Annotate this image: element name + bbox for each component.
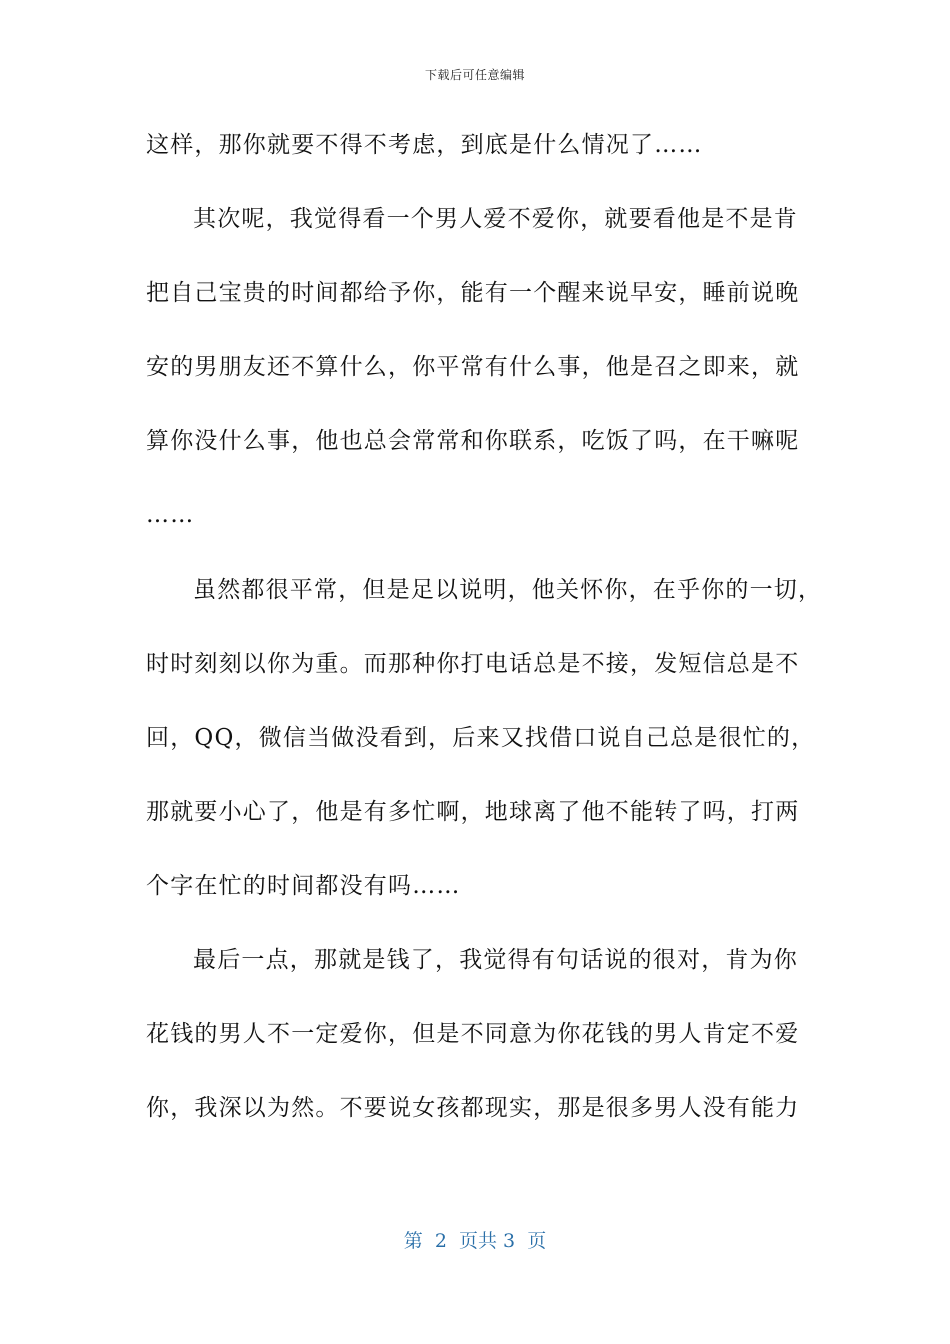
text-line: 把自己宝贵的时间都给予你，能有一个醒来说早安，睡前说晚 [146,280,800,307]
text-line: 个字在忙的时间都没有吗…… [146,872,461,899]
text-line: …… [146,502,195,529]
text-line: 那就要小心了，他是有多忙啊，地球离了他不能转了吗，打两 [146,798,800,825]
text-line: 你，我深以为然。不要说女孩都现实，那是很多男人没有能力 [146,1095,800,1122]
text-line: 花钱的男人不一定爱你，但是不同意为你花钱的男人肯定不爱 [146,1021,800,1048]
page-number-footer: 第 2 页共 3 页 [403,1230,547,1252]
text-line: 这样，那你就要不得不考虑，到底是什么情况了…… [146,132,703,158]
paragraph-start-line: 其次呢，我觉得看一个男人爱不爱你，就要看他是不是肯 [193,206,798,233]
document-body [146,118,823,1155]
text-line: 安的男朋友还不算什么，你平常有什么事，他是召之即来，就 [146,354,800,381]
text-line: 算你没什么事，他也总会常常和你联系，吃饭了吗，在干嘛呢 [146,428,800,455]
text-line: 回，QQ，微信当做没看到，后来又找借口说自己总是很忙的， [146,724,816,751]
paragraph-start-line: 虽然都很平常，但是足以说明，他关怀你，在乎你的一切， [193,576,823,603]
text-line: 时时刻刻以你为重。而那种你打电话总是不接，发短信总是不 [146,650,800,677]
page-header: 下载后可任意编辑 [424,68,525,82]
paragraph-start-line: 最后一点，那就是钱了，我觉得有句话说的很对，肯为你 [193,947,798,974]
